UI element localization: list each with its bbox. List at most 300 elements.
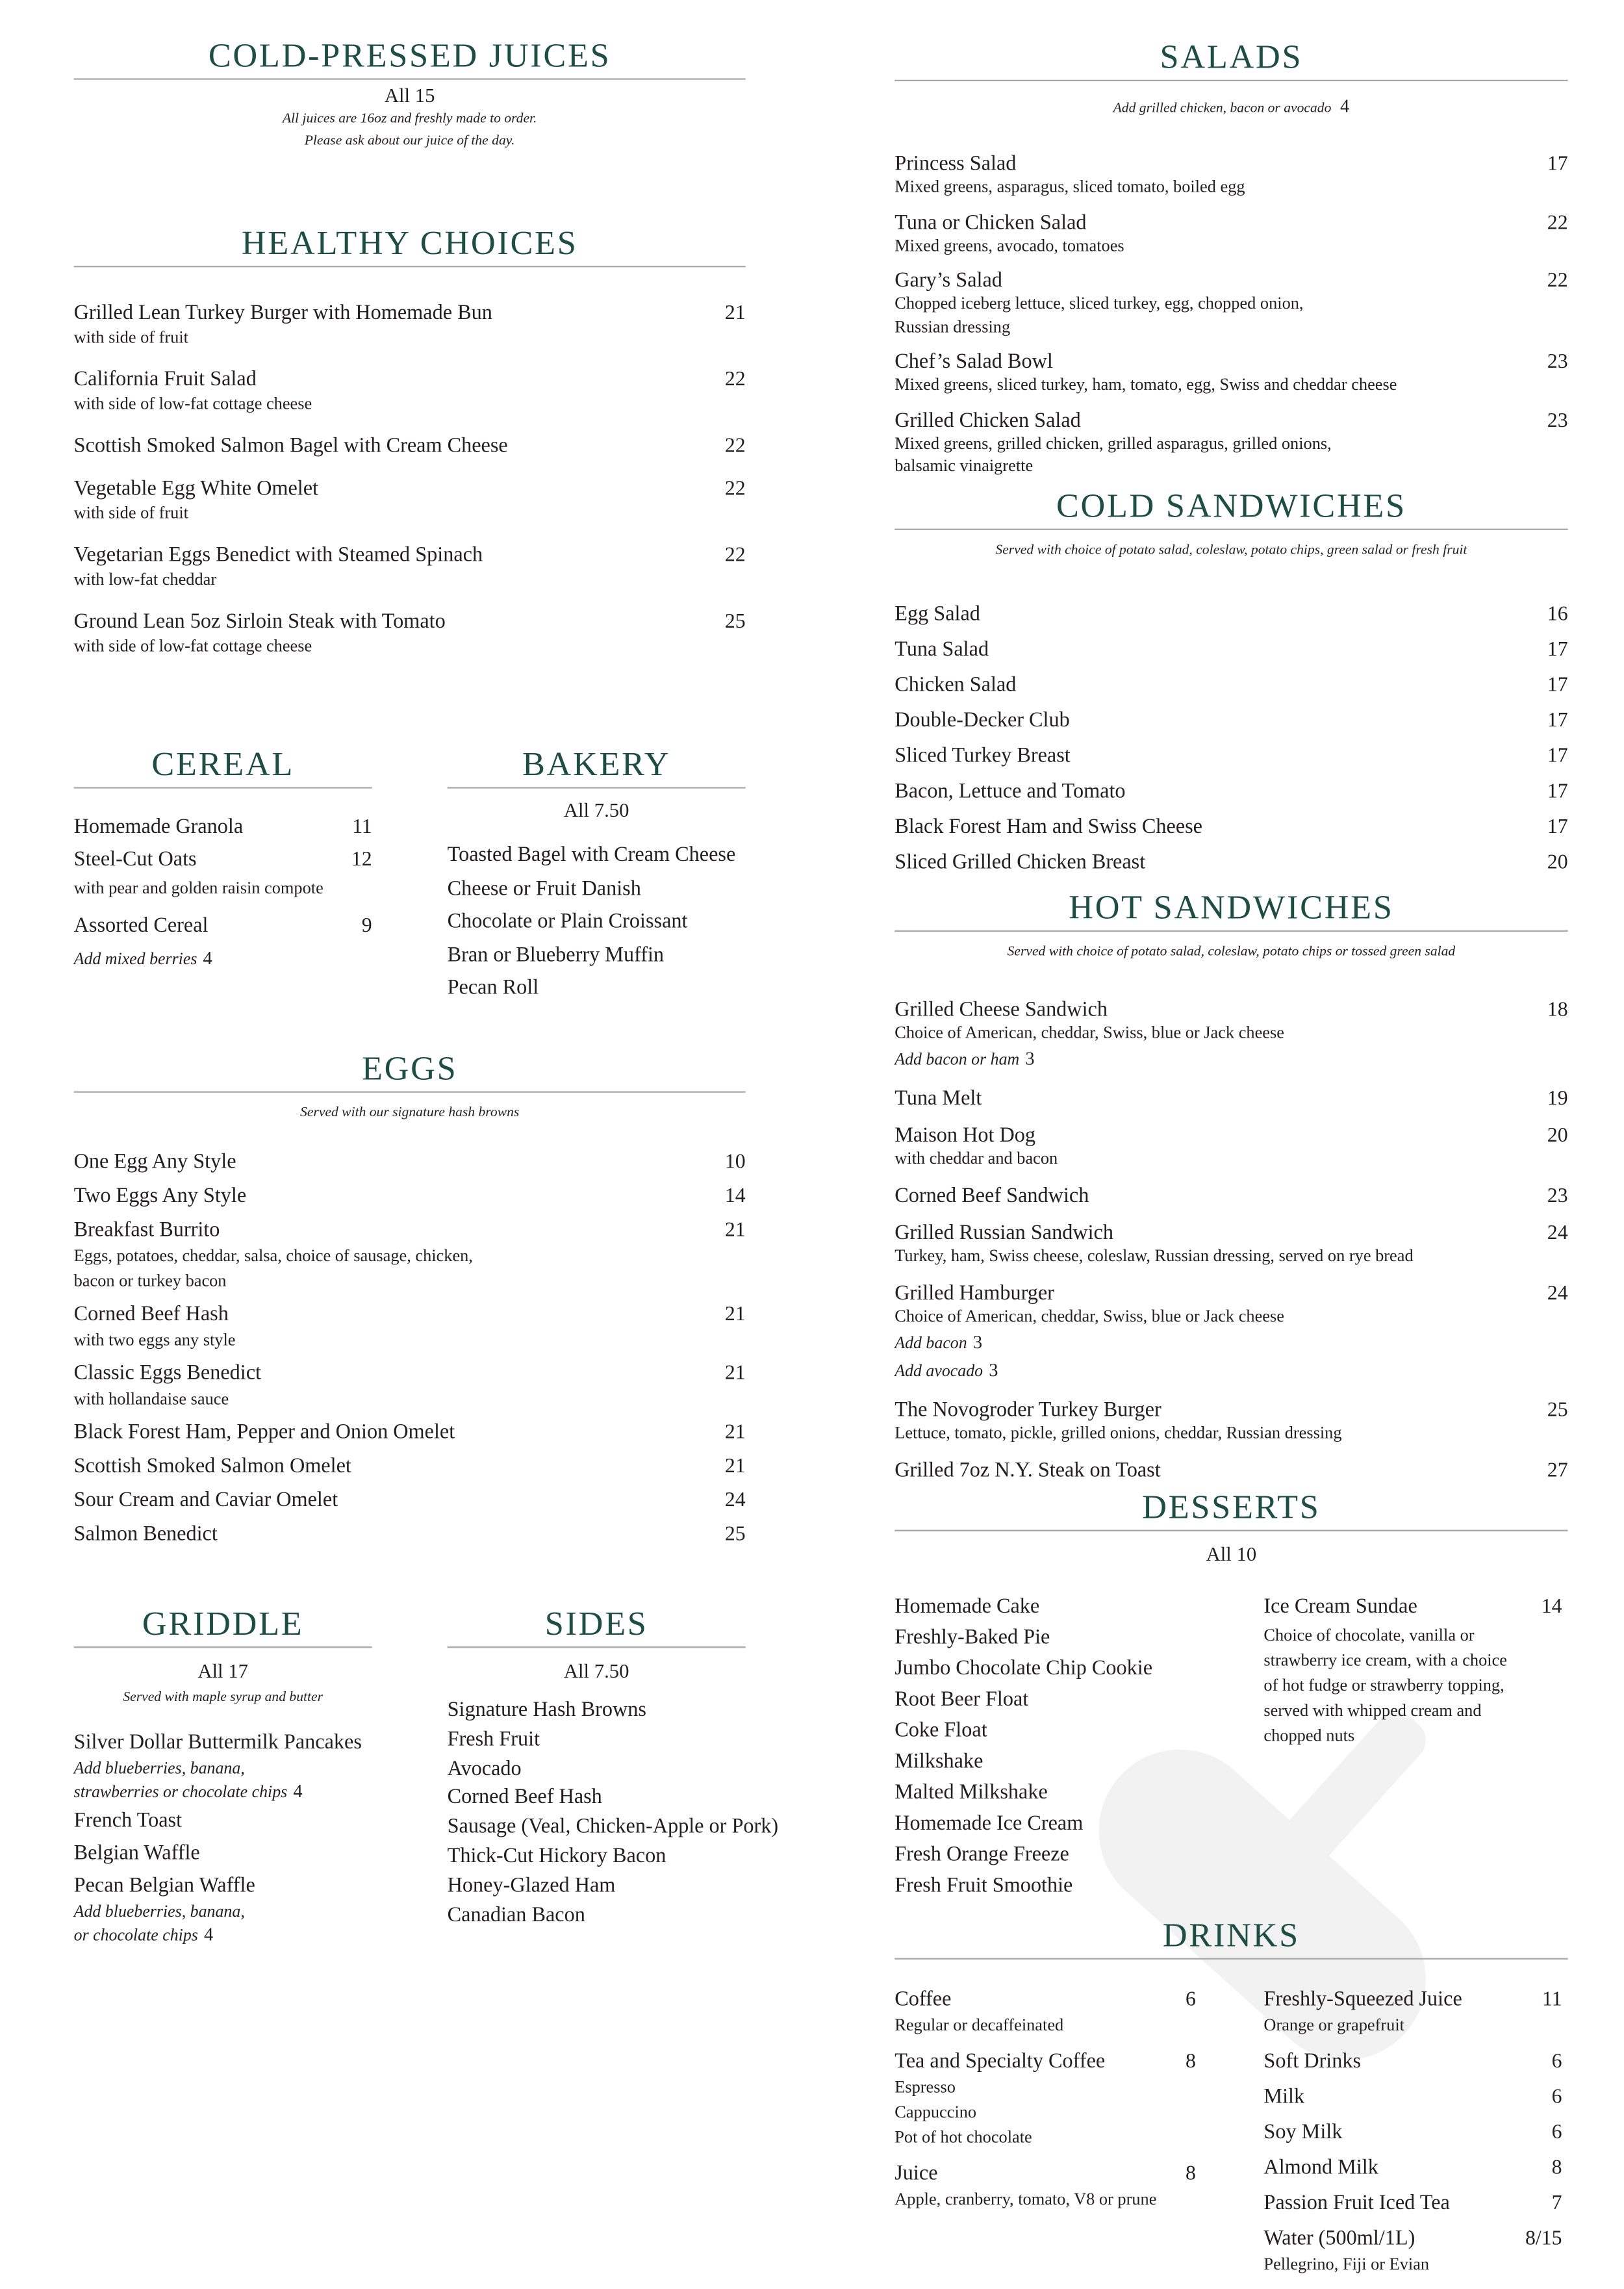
item-price: 27: [1547, 1460, 1568, 1483]
addon-text: Add blueberries, banana,: [73, 1760, 245, 1778]
item-name: Fresh Fruit: [447, 1727, 540, 1751]
item-description: Eggs, potatoes, cheddar, salsa, choice of sausage, chicken,: [73, 1246, 473, 1266]
item-name: Corned Beef Sandwich: [894, 1184, 1089, 1208]
item-name: Cheese or Fruit Danish: [447, 876, 641, 901]
addon-price: 4: [203, 948, 212, 969]
menu-item: [74, 477, 746, 526]
item-price: 25: [724, 1524, 746, 1546]
menu-item: [448, 971, 746, 1004]
menu-item: [894, 1747, 1196, 1778]
item-list: [894, 596, 1567, 880]
item-name: Grilled Chicken Salad: [894, 408, 1081, 432]
addon-text: or chocolate chips: [73, 1926, 198, 1945]
section-drinks: [894, 1913, 1567, 2287]
item-price: 8/15: [1525, 2228, 1562, 2251]
section-divider: [894, 930, 1567, 932]
item-price: 14: [724, 1185, 746, 1208]
section-title: BAKERY: [522, 745, 671, 783]
item-description: Regular or decaffeinated: [894, 2015, 1064, 2035]
menu-item: [894, 632, 1567, 668]
section-cereal: [74, 743, 372, 977]
menu-item: [894, 738, 1567, 774]
section-divider: [894, 1530, 1567, 1531]
item-price: 17: [1547, 781, 1568, 804]
item-name: Homemade Ice Cream: [894, 1811, 1084, 1835]
section-salads: [894, 36, 1567, 490]
menu-item: [1263, 2085, 1562, 2110]
item-price: 14: [1541, 1596, 1562, 1618]
item-name: California Fruit Salad: [73, 367, 257, 392]
item-name: Toasted Bagel with Cream Cheese: [447, 843, 736, 867]
section-healthy-choices: [74, 222, 746, 676]
item-name: Grilled 7oz N.Y. Steak on Toast: [894, 1459, 1161, 1483]
item-name: Gary’s Salad: [894, 268, 1002, 292]
menu-item: [894, 1809, 1196, 1840]
section-note-text: Add grilled chicken, bacon or avocado: [1113, 101, 1332, 117]
item-name: Almond Milk: [1263, 2156, 1378, 2180]
item-name: Homemade Granola: [73, 815, 244, 839]
addon-text: Add bacon or ham: [894, 1051, 1020, 1069]
item-name: One Egg Any Style: [73, 1150, 236, 1174]
item-description: balsamic vinaigrette: [894, 456, 1034, 476]
section-bakery: [448, 743, 746, 1004]
menu-item: [894, 774, 1567, 810]
item-price: 20: [1547, 1125, 1568, 1147]
section-note: [74, 109, 746, 131]
item-name: Chicken Salad: [894, 673, 1017, 697]
item-name: Salmon Benedict: [73, 1522, 218, 1546]
item-description: Espresso: [894, 2077, 956, 2097]
menu-item: [894, 1459, 1567, 1482]
menu-item: [894, 1124, 1567, 1171]
item-description: Pellegrino, Fiji or Evian: [1263, 2255, 1430, 2274]
item-price: 21: [724, 1303, 746, 1326]
item-name: Signature Hash Browns: [447, 1698, 646, 1722]
menu-item: [74, 843, 372, 902]
menu-item: [1263, 1988, 1562, 2038]
item-name: Assorted Cereal: [73, 914, 209, 938]
item-columns: [894, 1988, 1567, 2287]
item-price: 21: [724, 302, 746, 325]
menu-item: [894, 845, 1567, 880]
menu-item: [894, 1871, 1196, 1902]
item-description: Choice of American, cheddar, Swiss, blue or Jack cheese: [894, 1307, 1284, 1326]
item-description: Choice of American, cheddar, Swiss, blue or Jack cheese: [894, 1023, 1284, 1043]
section-divider: [74, 1092, 746, 1093]
addon-price: 3: [989, 1360, 998, 1381]
item-description: served with whipped cream and: [1263, 1701, 1482, 1720]
section-divider: [74, 266, 746, 267]
menu-item: [894, 269, 1567, 339]
item-price: 23: [1547, 409, 1568, 432]
item-price: 22: [724, 369, 746, 392]
section-eggs: [74, 1047, 746, 1556]
item-description: Choice of chocolate, vanilla or: [1263, 1626, 1475, 1645]
section-divider: [74, 1646, 372, 1648]
menu-item: [74, 1726, 372, 1804]
addon-text: Add blueberries, banana,: [73, 1903, 245, 1921]
item-description: with cheddar and bacon: [894, 1149, 1058, 1168]
item-name: Egg Salad: [894, 602, 980, 626]
section-title: SALADS: [1160, 38, 1303, 75]
menu-item: [894, 2162, 1196, 2212]
menu-item: [894, 2050, 1196, 2151]
item-description: with low-fat cheddar: [73, 570, 217, 589]
item-addon: [894, 1047, 1567, 1073]
item-name: Vegetarian Eggs Benedict with Steamed Spinach: [73, 543, 483, 567]
item-list: [894, 998, 1567, 1482]
menu-item: [894, 1282, 1567, 1385]
item-price: 24: [724, 1490, 746, 1513]
menu-item: [1263, 2121, 1562, 2146]
section-divider: [894, 1958, 1567, 1960]
section-desserts: [894, 1485, 1567, 1902]
section-note-text: Served with maple syrup and butter: [123, 1691, 323, 1706]
menu-item: [448, 938, 746, 971]
item-price: 17: [1547, 710, 1568, 733]
item-name: Sliced Turkey Breast: [894, 744, 1071, 768]
menu-item: [74, 1804, 372, 1837]
section-cold-pressed-juices: [74, 34, 746, 153]
item-name: French Toast: [73, 1809, 183, 1833]
menu-item: [74, 610, 746, 659]
section-divider: [448, 787, 746, 788]
item-price: 7: [1551, 2192, 1562, 2216]
item-name: Tuna Melt: [894, 1086, 982, 1111]
item-name: Corned Beef Hash: [73, 1302, 229, 1326]
item-name: Avocado: [447, 1756, 522, 1780]
section-price-note: All 7.50: [563, 1659, 629, 1682]
menu-item: [894, 1623, 1196, 1654]
item-description: Mixed greens, sliced turkey, ham, tomato, egg, Swiss and cheddar cheese: [894, 375, 1397, 394]
item-price: 11: [352, 816, 372, 839]
item-name: Grilled Lean Turkey Burger with Homemade Bun: [73, 301, 492, 325]
menu-item: [894, 350, 1567, 397]
section-title: COLD-PRESSED JUICES: [208, 36, 611, 74]
item-name: Milkshake: [894, 1750, 983, 1774]
menu-item: [894, 1221, 1567, 1269]
item-name: Chef’s Salad Bowl: [894, 350, 1053, 374]
item-price: 6: [1551, 2051, 1562, 2073]
section-note-text: All juices are 16oz and freshly made to order.: [282, 112, 537, 127]
menu-item: [74, 1837, 372, 1869]
menu-item: [894, 596, 1567, 632]
section-price-note: All 17: [197, 1659, 248, 1682]
item-name: Vegetable Egg White Omelet: [73, 477, 318, 501]
menu-item: [1263, 2192, 1562, 2217]
item-price: 22: [724, 544, 746, 567]
section-price-note: All 10: [1206, 1542, 1257, 1566]
item-price: 20: [1547, 852, 1568, 875]
item-price: 22: [724, 435, 746, 458]
item-name: The Novogroder Turkey Burger: [894, 1398, 1161, 1422]
section-note-text: Served with choice of potato salad, coleslaw, potato chips or tossed green salad: [1007, 945, 1456, 960]
item-description: of hot fudge or strawberry topping,: [1263, 1676, 1504, 1696]
item-price: 17: [1547, 674, 1568, 697]
menu-item: [448, 1726, 746, 1755]
menu-item: [74, 1218, 746, 1294]
section-cold-sandwiches: [894, 484, 1567, 880]
addon-price: 3: [972, 1331, 983, 1353]
menu-item: [74, 1150, 746, 1175]
section-note: [74, 1688, 372, 1710]
item-price: 11: [1542, 1989, 1562, 2012]
item-price: 18: [1547, 999, 1568, 1022]
menu-item: [894, 809, 1567, 845]
item-name: Milk: [1263, 2085, 1305, 2109]
item-price: 25: [1547, 1400, 1568, 1422]
item-description: Turkey, ham, Swiss cheese, coleslaw, Russian dressing, served on rye bread: [894, 1246, 1414, 1266]
item-name: Freshly-Baked Pie: [894, 1626, 1050, 1650]
menu-item: [448, 839, 746, 872]
item-list: [448, 839, 746, 1005]
menu-item: [448, 1901, 746, 1930]
item-name: Bran or Blueberry Muffin: [447, 943, 665, 967]
section-title: DESSERTS: [1142, 1488, 1321, 1526]
section-hot-sandwiches: [894, 886, 1567, 1496]
item-addon: [74, 942, 372, 978]
item-addon: [74, 1902, 372, 1924]
menu-item: [448, 1784, 746, 1813]
menu-item: [448, 1872, 746, 1901]
item-list: [894, 152, 1567, 478]
menu-item: [1263, 1592, 1562, 1748]
addon-text: strawberries or chocolate chips: [73, 1784, 288, 1802]
section-note: [74, 131, 746, 153]
menu-item: [448, 1755, 746, 1784]
menu-item: [894, 667, 1567, 703]
item-description: Mixed greens, grilled chicken, grilled asparagus, grilled onions,: [894, 433, 1332, 453]
item-name: Fresh Fruit Smoothie: [894, 1874, 1073, 1898]
section-title: CEREAL: [151, 745, 294, 783]
menu-item: [894, 1840, 1196, 1871]
menu-item: [74, 301, 746, 350]
section-divider: [894, 529, 1567, 530]
item-price: 10: [724, 1151, 746, 1174]
item-addon: [74, 1924, 372, 1947]
item-name: Grilled Russian Sandwich: [894, 1221, 1114, 1245]
item-name: Black Forest Ham, Pepper and Onion Omelet: [73, 1420, 455, 1444]
item-columns: [894, 1592, 1567, 1902]
item-addon: [74, 1759, 372, 1781]
item-price: 23: [1547, 351, 1568, 374]
item-price: 21: [724, 1455, 746, 1478]
menu-item: [74, 1522, 746, 1548]
item-description: Russian dressing: [894, 316, 1011, 337]
menu-item: [894, 152, 1567, 199]
item-addon: [894, 1331, 1567, 1357]
section-title: COLD SANDWICHES: [1056, 487, 1406, 524]
section-divider: [74, 787, 372, 788]
menu-item: [1263, 2227, 1562, 2277]
item-name: Soy Milk: [1263, 2120, 1343, 2144]
item-price: 17: [1547, 745, 1568, 768]
item-price: 12: [351, 849, 372, 871]
addon-price: 4: [293, 1780, 303, 1802]
menu-item: [894, 211, 1567, 257]
item-price: 6: [1551, 2121, 1562, 2144]
item-price: 17: [1547, 816, 1568, 839]
section-sides: [447, 1602, 779, 1930]
addon-text: Add mixed berries: [73, 951, 197, 969]
menu-item: [74, 368, 746, 416]
item-name: Scottish Smoked Salmon Bagel with Cream Cheese: [73, 434, 508, 458]
item-name: Sliced Grilled Chicken Breast: [894, 850, 1146, 875]
item-description: with side of low-fat cottage cheese: [73, 394, 312, 414]
item-name: Jumbo Chocolate Chip Cookie: [894, 1656, 1153, 1681]
menu-item: [894, 1184, 1567, 1208]
item-price: 24: [1547, 1283, 1568, 1306]
item-description: chopped nuts: [1263, 1726, 1355, 1746]
section-note: [74, 1103, 746, 1125]
section-title: EGGS: [361, 1049, 458, 1087]
menu-item: [448, 1843, 746, 1872]
section-note: [894, 942, 1567, 964]
item-price: 22: [1547, 212, 1568, 235]
item-name: Black Forest Ham and Swiss Cheese: [894, 815, 1203, 839]
item-description: Apple, cranberry, tomato, V8 or prune: [894, 2190, 1157, 2209]
item-description: with pear and golden raisin compote: [73, 878, 324, 898]
item-name: Honey-Glazed Ham: [447, 1873, 616, 1897]
item-description: with two eggs any style: [73, 1330, 236, 1350]
section-divider: [74, 78, 746, 79]
section-note-price: 4: [1340, 96, 1350, 117]
item-description: Pot of hot chocolate: [894, 2127, 1032, 2147]
menu-item: [894, 1716, 1196, 1747]
menu-item: [894, 1654, 1196, 1685]
item-name: Root Beer Float: [894, 1687, 1029, 1712]
item-name: Sour Cream and Caviar Omelet: [73, 1488, 338, 1513]
menu-item: [894, 1685, 1196, 1716]
item-name: Canadian Bacon: [447, 1902, 585, 1926]
item-price: 17: [1547, 639, 1568, 662]
item-name: Double-Decker Club: [894, 708, 1070, 733]
item-name: Grilled Hamburger: [894, 1281, 1054, 1306]
item-name: Maison Hot Dog: [894, 1123, 1036, 1147]
menu-item: [894, 1778, 1196, 1809]
item-description: Mixed greens, asparagus, sliced tomato, boiled egg: [894, 177, 1245, 197]
menu-item: [74, 543, 746, 592]
item-price: 22: [724, 478, 746, 501]
item-description: Mixed greens, avocado, tomatoes: [894, 235, 1124, 255]
item-name: Freshly-Squeezed Juice: [1263, 1988, 1462, 2012]
item-description: Cappuccino: [894, 2103, 977, 2122]
item-price: 6: [1551, 2086, 1562, 2109]
item-description: Lettuce, tomato, pickle, grilled onions, cheddar, Russian dressing: [894, 1423, 1342, 1443]
item-column: [894, 1988, 1196, 2287]
item-column: [1263, 1592, 1562, 1902]
item-name: Corned Beef Hash: [447, 1785, 602, 1809]
menu-item: [448, 872, 746, 905]
menu-item: [74, 1184, 746, 1210]
item-list: [74, 811, 372, 978]
menu-item: [894, 1087, 1567, 1110]
menu-item: [447, 1813, 779, 1843]
section-title: GRIDDLE: [142, 1605, 304, 1643]
item-price: 8: [1551, 2157, 1562, 2180]
item-price: 19: [1547, 1088, 1568, 1111]
item-name: Silver Dollar Buttermilk Pancakes: [73, 1730, 362, 1754]
menu-item: [448, 1696, 746, 1726]
item-price: 17: [1547, 153, 1568, 176]
section-note: [894, 541, 1567, 563]
item-name: Two Eggs Any Style: [73, 1184, 247, 1208]
menu-item: [1263, 2156, 1562, 2181]
item-name: Chocolate or Plain Croissant: [447, 909, 688, 934]
item-column: [894, 1592, 1196, 1902]
section-divider: [448, 1646, 746, 1648]
item-name: Water (500ml/1L): [1263, 2227, 1415, 2251]
item-column: [1263, 1988, 1562, 2287]
item-name: Tuna or Chicken Salad: [894, 210, 1087, 235]
item-list: [74, 301, 746, 659]
addon-price: 3: [1025, 1048, 1035, 1069]
item-name: Belgian Waffle: [73, 1841, 200, 1865]
menu-item: [894, 1398, 1567, 1446]
section-price-note: All 15: [384, 84, 435, 107]
section-griddle: [74, 1602, 372, 1948]
item-addon: [894, 1359, 1567, 1385]
item-name: Juice: [894, 2162, 938, 2186]
item-name: Steel-Cut Oats: [73, 847, 197, 871]
addon-text: Add avocado: [894, 1362, 983, 1381]
menu-item: [74, 1361, 746, 1411]
menu-item: [74, 1455, 746, 1480]
item-name: Soft Drinks: [1263, 2049, 1362, 2073]
item-description: bacon or turkey bacon: [73, 1271, 227, 1291]
item-name: Tea and Specialty Coffee: [894, 2049, 1106, 2073]
section-title: HEALTHY CHOICES: [241, 224, 578, 262]
item-description: with hollandaise sauce: [73, 1389, 229, 1409]
menu-item: [74, 1303, 746, 1353]
item-description: with side of fruit: [73, 327, 189, 348]
addon-text: Add bacon: [894, 1335, 967, 1353]
item-list: [74, 1150, 746, 1547]
section-divider: [894, 80, 1567, 81]
item-name: Thick-Cut Hickory Bacon: [447, 1844, 666, 1868]
section-title: HOT SANDWICHES: [1069, 889, 1394, 926]
item-name: Scottish Smoked Salmon Omelet: [73, 1454, 351, 1478]
item-name: Bacon, Lettuce and Tomato: [894, 779, 1126, 804]
item-description: Orange or grapefruit: [1263, 2015, 1404, 2035]
item-name: Princess Salad: [894, 152, 1017, 176]
item-name: Grilled Cheese Sandwich: [894, 998, 1108, 1022]
item-price: 24: [1547, 1222, 1568, 1245]
item-name: Pecan Belgian Waffle: [73, 1874, 255, 1898]
menu-item: [1263, 2050, 1562, 2075]
menu-item: [74, 1420, 746, 1446]
item-price: 25: [724, 611, 746, 633]
section-note-text: Served with choice of potato salad, coleslaw, potato chips, green salad or fresh fruit: [995, 543, 1467, 559]
item-price: 8: [1185, 2051, 1196, 2073]
item-list: [74, 1726, 372, 1948]
item-price: 8: [1185, 2163, 1196, 2186]
item-name: Classic Eggs Benedict: [73, 1361, 262, 1385]
section-title: SIDES: [544, 1605, 648, 1643]
item-price: 23: [1547, 1185, 1568, 1208]
section-note-text: Served with our signature hash browns: [300, 1106, 520, 1121]
menu-item: [448, 905, 746, 938]
section-title: DRINKS: [1162, 1916, 1300, 1954]
menu-item: [894, 1592, 1196, 1623]
item-price: 21: [724, 1220, 746, 1242]
item-name: Coke Float: [894, 1719, 987, 1743]
item-name: Ground Lean 5oz Sirloin Steak with Tomato: [73, 609, 446, 633]
item-name: Sausage (Veal, Chicken-Apple or Pork): [447, 1815, 779, 1839]
item-list: [447, 1696, 779, 1930]
item-price: 6: [1185, 1989, 1196, 2012]
item-name: Ice Cream Sundae: [1263, 1594, 1417, 1618]
